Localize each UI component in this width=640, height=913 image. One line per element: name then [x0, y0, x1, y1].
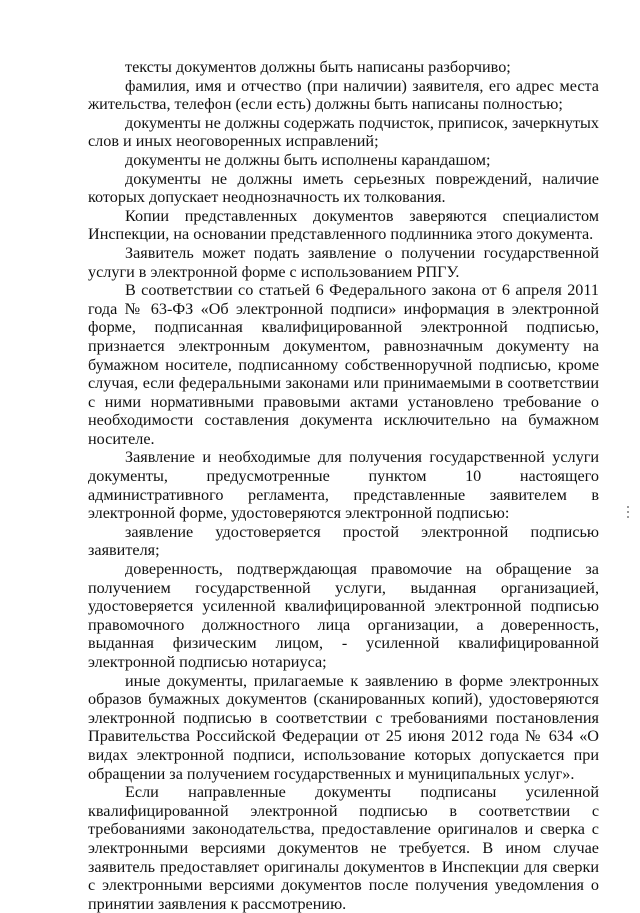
paragraph-requirement-full-name: фамилия, имя и отчество (при наличии) заявителя, его адрес места жительства, телефон (если есть) должны быть написаны полностью; — [88, 76, 599, 114]
paragraph-electronic-signature-intro: Заявление и необходимые для получения государственной услуги документы, предусмотренные пунктом 10 настоящего административного регламента, представленные заявителем в электронной форме, удостоверяются электронной подписью: — [88, 448, 599, 523]
paragraph-requirement-no-pencil: документы не должны быть исполнены карандашом; — [125, 150, 491, 169]
paragraph-other-documents: иные документы, прилагаемые к заявлению в форме электронных образов бумажных документов (сканированных копий), удостоверяются электронной подписью в соответствии с требованиями постановления Правительства Российской Федерации от 25 июня 2012 года № 634 «О видах электронной подписи, использование которых допускается при обращении за получением государственных и муниципальных услуг». — [88, 671, 599, 783]
paragraph-federal-law-63: В соответствии со статьей 6 Федерального закона от 6 апреля 2011 года № 63-ФЗ «Об электронной подписи» информация в электронной форме, подписанная квалифицированной электронной подписью, признается электронным документом, равнозначным документу на бумажном носителе, подписанному собственноручной подписью, кроме случая, если федеральными законами или принимаемыми в соответствии с ними нормативными правовыми актами установлено требование о необходимости составления документа исключительно на бумажном носителе. — [88, 281, 599, 448]
paragraph-power-of-attorney: доверенность, подтверждающая правомочие на обращение за получением государственной услуги, выданная организацией, удостоверяется усиленной квалифицированной электронной подписью правомочного должностного лица организации, а доверенность, выданная физическим лицом, - усиленной квалифицированной электронной подписью нотариуса; — [88, 560, 599, 671]
paragraph-requirement-no-erasures: документы не должны содержать подчисток, приписок, зачеркнутых слов и иных неоговоренных исправлений; — [88, 113, 599, 151]
paragraph-simple-signature: заявление удостоверяется простой электронной подписью заявителя; — [88, 522, 599, 560]
paragraph-originals-verification: Если направленные документы подписаны усиленной квалифицированной электронной подписью в соответствии с требованиями законодательства, предоставление оригиналов и сверка с электронными версиями документов не требуется. В ином случае заявитель предоставляет оригиналы документов в Инспекции для сверки с электронными версиями документов после получения уведомления о принятии заявления к рассмотрению. — [88, 783, 599, 913]
paragraph-electronic-application: Заявитель может подать заявление о получении государственной услуги в электронной форме с использованием РПГУ. — [88, 243, 599, 281]
paragraph-requirement-legible: тексты документов должны быть написаны разборчиво; — [125, 58, 511, 76]
paragraph-requirement-no-damage: документы не должны иметь серьезных повреждений, наличие которых допускает неоднозначность их толкования. — [88, 169, 599, 207]
document-page — [88, 58, 599, 913]
scan-margin-mark — [627, 506, 629, 520]
paragraph-copies-certified: Копии представленных документов заверяются специалистом Инспекции, на основании представленного подлинника этого документа. — [88, 206, 599, 244]
